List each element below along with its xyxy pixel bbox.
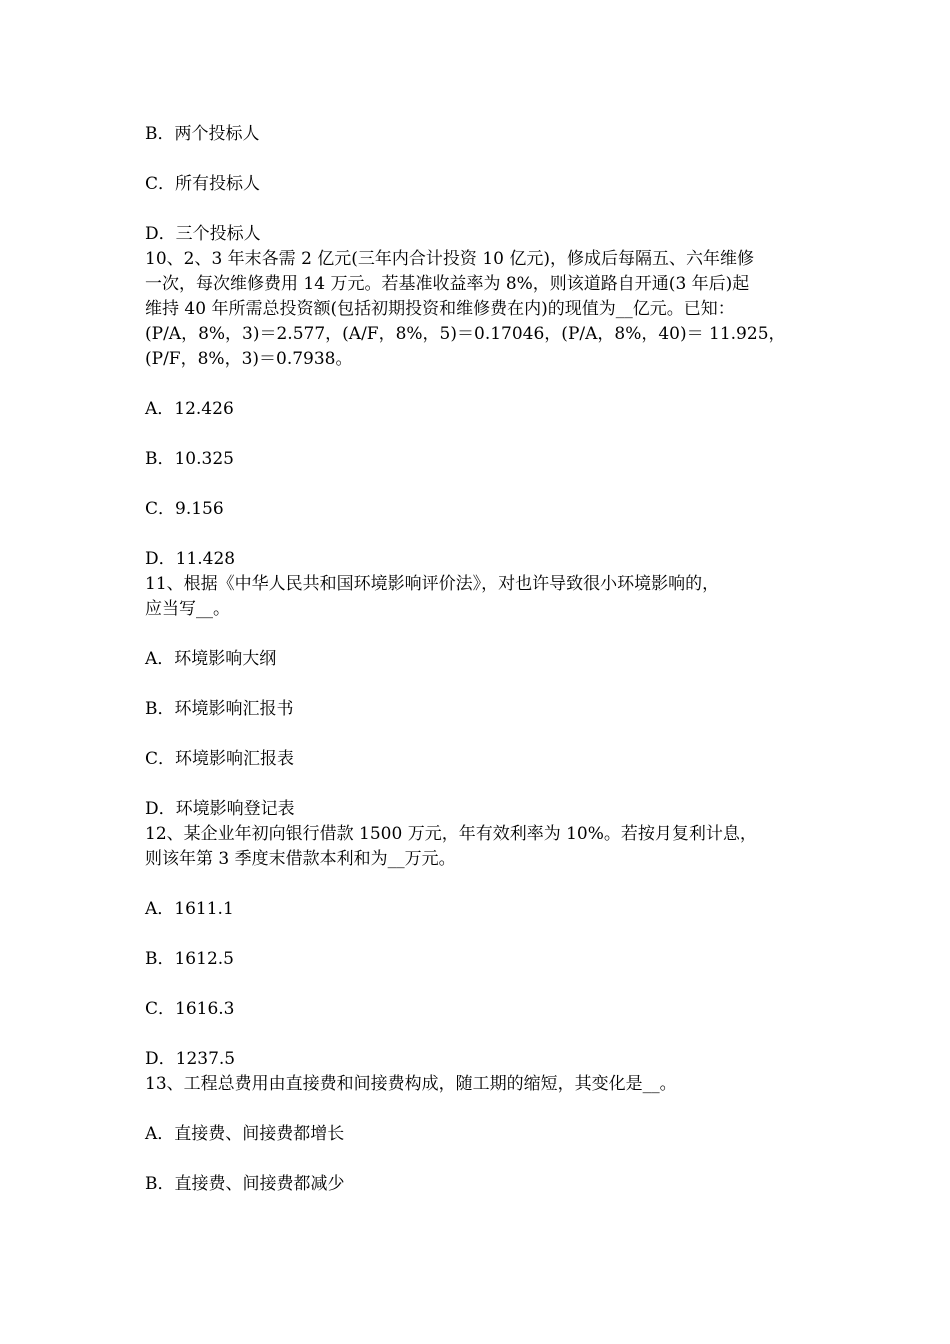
- option-q12-c: C．1616.3: [145, 999, 235, 1019]
- option-q9-b: B．两个投标人: [145, 124, 260, 144]
- option-q13-a: A．直接费、间接费都增长: [145, 1124, 345, 1144]
- option-q12-b: B．1612.5: [145, 949, 234, 969]
- question-12-line-1: 12、某企业年初向银行借款 1500 万元，年有效利率为 10%。若按月复利计息，: [145, 824, 757, 844]
- option-q13-b: B．直接费、间接费都减少: [145, 1174, 345, 1194]
- option-q11-b: B．环境影响汇报书: [145, 699, 294, 719]
- question-10-line-3: 维持 40 年所需总投资额(包括初期投资和维修费在内)的现值为__亿元。已知：: [145, 299, 735, 319]
- question-10-line-5: (P/F，8%，3)＝0.7938。: [145, 349, 353, 369]
- question-10-line-4: (P/A，8%，3)＝2.577，(A/F，8%，5)＝0.17046，(P/A，8%，40)＝ 11.925，: [145, 324, 786, 344]
- option-q10-a: A．12.426: [145, 399, 234, 419]
- option-q12-a: A．1611.1: [145, 899, 234, 919]
- option-q10-d: D．11.428: [145, 549, 236, 569]
- question-10-line-2: 一次，每次维修费用 14 万元。若基准收益率为 8%，则该道路自开通(3 年后)起: [145, 274, 750, 294]
- option-q10-b: B．10.325: [145, 449, 234, 469]
- document-page: [145, 122, 815, 1197]
- question-11-line-2: 应当写__。: [145, 599, 230, 619]
- option-q12-d: D．1237.5: [145, 1049, 236, 1069]
- option-q9-d: D．三个投标人: [145, 224, 261, 244]
- option-q11-c: C．环境影响汇报表: [145, 749, 295, 769]
- option-q11-a: A．环境影响大纲: [145, 649, 277, 669]
- question-11-line-1: 11、根据《中华人民共和国环境影响评价法》，对也许导致很小环境影响的，: [145, 574, 720, 594]
- option-q11-d: D．环境影响登记表: [145, 799, 295, 819]
- option-q10-c: C．9.156: [145, 499, 224, 519]
- question-10-line-1: 10、2、3 年末各需 2 亿元(三年内合计投资 10 亿元)，修成后每隔五、六年维修: [145, 249, 754, 269]
- option-q9-c: C．所有投标人: [145, 174, 261, 194]
- question-12-line-2: 则该年第 3 季度末借款本利和为__万元。: [145, 849, 456, 869]
- question-13-line-1: 13、工程总费用由直接费和间接费构成，随工期的缩短，其变化是__。: [145, 1074, 677, 1094]
